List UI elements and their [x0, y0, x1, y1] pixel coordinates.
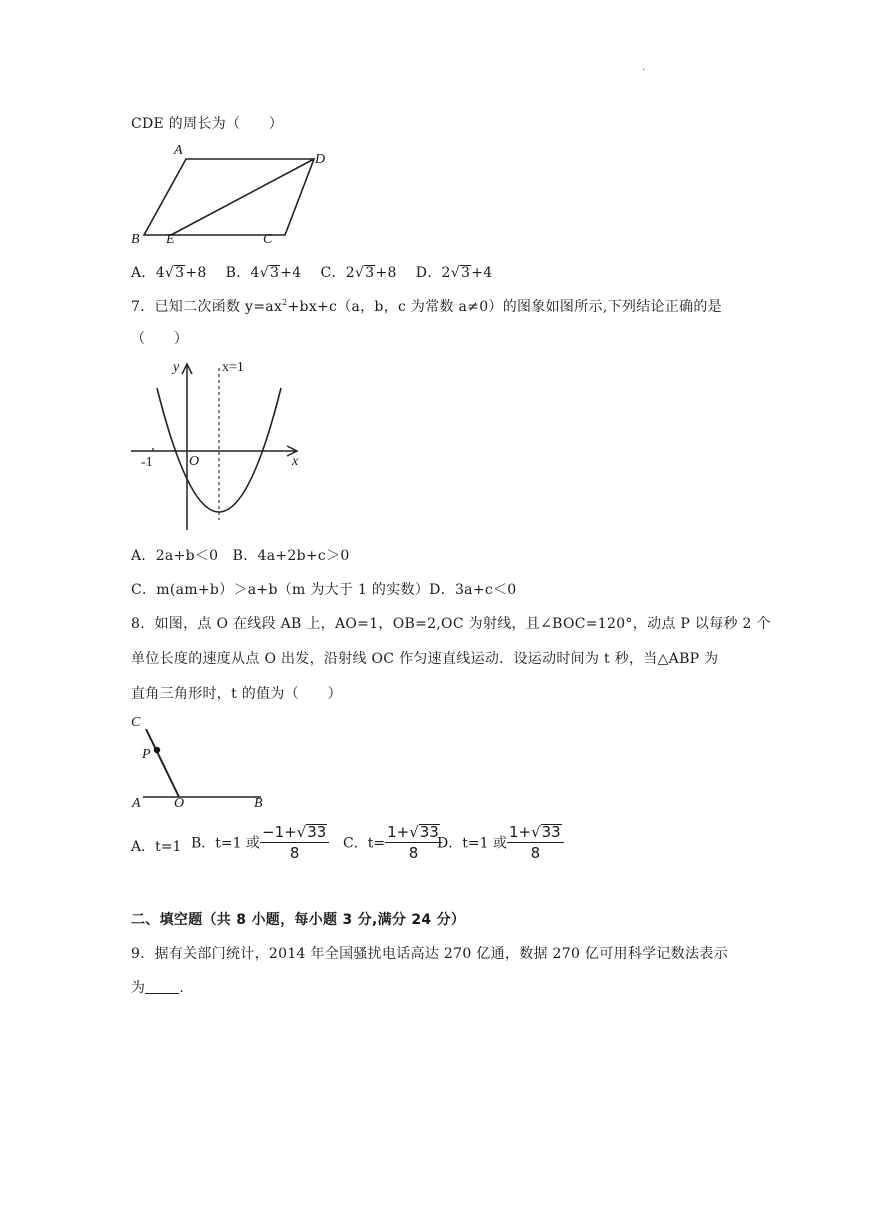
label-a: A [132, 796, 141, 811]
q6-option-a: A．4√3+8 [131, 265, 207, 281]
segment-de [171, 159, 314, 235]
parallelogram-abcd [144, 159, 314, 235]
point-p [154, 747, 160, 753]
q7-options-line1: A．2a+b＜0 B．4a+2b+c＞0 [131, 548, 350, 564]
q6-parallelogram-figure [131, 140, 331, 250]
q9-stem-line2: 为 . [131, 980, 185, 996]
header-dot: . [642, 62, 646, 73]
q7-stem-line1: 7．已知二次函数 $y=ax^2+bx+c(a$，b，c 为常数 a≠0）的图象如图所示,下列结论正确的是 [131, 298, 722, 315]
label-minus1: -1 [141, 455, 153, 470]
q9-stem-line1: 9．据有关部门统计，2014 年全国骚扰电话高达 270 亿通，数据 270 亿可用科学记数法表示 [131, 946, 728, 962]
q7-stem-line2: （ ） [131, 331, 189, 347]
label-y: y [173, 360, 180, 375]
label-p: P [142, 747, 151, 762]
q7-options-line2: C．m(am+b）＞a+b（m 为大于 1 的实数）D．3a+c＜0 [131, 582, 517, 598]
label-x: x [292, 454, 299, 469]
q8-stem-line1: 8．如图，点 O 在线段 AB 上，AO=1，OB=2,OC 为射线，且∠BOC=120°，动点 P 以每秒 2 个 [131, 616, 771, 632]
q7-parabola-figure [131, 360, 306, 532]
label-e: E [166, 232, 175, 247]
label-b: B [131, 232, 140, 247]
label-o: O [174, 796, 185, 811]
q6-option-c: C．2√3+8 [320, 265, 397, 281]
q6-option-d: D．2√3+4 [415, 265, 493, 281]
label-d: D [315, 152, 326, 167]
q8-option-d: D．t=1 或 $\frac{1+√33}{8}$ [437, 822, 564, 863]
label-a: A [174, 143, 183, 158]
q8-ray-figure [131, 712, 271, 812]
label-c: C [131, 715, 141, 730]
q6-options [131, 262, 492, 282]
section2-heading: 二、填空题（共 8 小题，每小题 3 分,满分 24 分） [131, 912, 466, 928]
q9-answer-blank[interactable] [145, 981, 179, 994]
q8-stem-line3: 直角三角形时，t 的值为（ ） [131, 686, 342, 702]
q6-stem-tail: CDE 的周长为（ ） [131, 116, 284, 132]
label-b: B [254, 796, 263, 811]
label-axis-x1: x=1 [222, 360, 244, 375]
label-c: C [263, 232, 273, 247]
q8-option-c: C．t= $\frac{1+√33}{8}$ [343, 822, 442, 863]
q8-stem-line2: 单位长度的速度从点 O 出发，沿射线 OC 作匀速直线运动．设运动时间为 t 秒，当△ABP 为 [131, 651, 719, 667]
q8-option-b: B．t=1 或 $\frac{-1+√33}{8}$ [191, 822, 329, 863]
ray-oc [146, 729, 179, 797]
q6-option-b: B．4√3+4 [225, 265, 302, 281]
q8-option-a: A．t=1 [131, 839, 182, 855]
label-origin: O [189, 454, 200, 469]
